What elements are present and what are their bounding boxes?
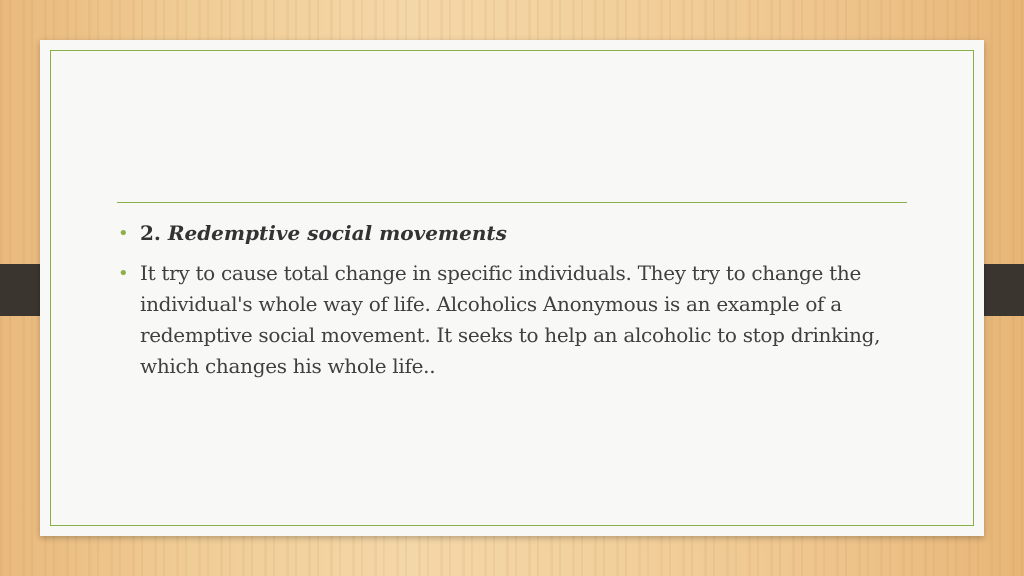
bullet-icon: • <box>118 263 129 284</box>
bullet-icon: • <box>118 223 129 244</box>
bullet-heading: Redemptive social movements <box>167 221 507 245</box>
slide-content <box>116 218 916 382</box>
bullet-number: 2. <box>140 221 168 245</box>
slide <box>40 40 984 536</box>
bullet-item-heading <box>116 218 916 249</box>
bullet-body-text: It try to cause total change in specific individuals. They try to change the individual's whole way of life. Alcoholics Anonymous is an example of a redemptive social movement. It seeks to help an alcoholic to stop drinking, which changes his whole life.. <box>140 261 881 378</box>
title-divider <box>117 202 907 203</box>
bullet-item-body <box>116 258 916 382</box>
